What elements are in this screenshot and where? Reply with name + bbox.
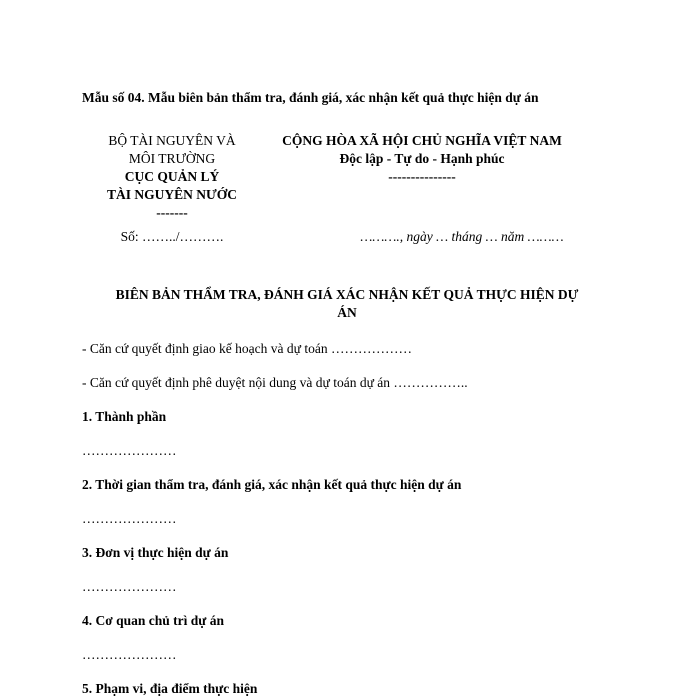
agency-line-3: CỤC QUẢN LÝ (124, 169, 220, 184)
agency-rule: ------- (156, 205, 188, 220)
section-4-heading: 4. Cơ quan chủ trì dự án (82, 613, 224, 628)
document-title (82, 286, 612, 322)
agency-line-2: MÔI TRƯỜNG (128, 151, 216, 166)
form-caption: Mẫu số 04. Mẫu biên bản thẩm tra, đánh giá, xác nhận kết quả thực hiện dự án (82, 90, 539, 105)
section-4-fill: ………………… (82, 647, 177, 662)
section-1-heading: 1. Thành phần (82, 409, 167, 424)
document-title-line-2: ÁN (337, 305, 357, 320)
document-date: ………., ngày … tháng … năm ……… (360, 229, 564, 244)
document-number: Số: ……../………. (120, 229, 224, 244)
basis-line-2: - Căn cứ quyết định phê duyệt nội dung và dự toán dự án …………….. (82, 375, 468, 390)
section-3-heading: 3. Đơn vị thực hiện dự án (82, 545, 229, 560)
section-2-fill: ………………… (82, 511, 177, 526)
section-2-heading: 2. Thời gian thẩm tra, đánh giá, xác nhận kết quả thực hiện dự án (82, 477, 462, 492)
document-title-line-1: BIÊN BẢN THẨM TRA, ĐÁNH GIÁ XÁC NHẬN KẾT QUẢ THỰC HIỆN DỰ (115, 287, 579, 302)
national-rule: --------------- (388, 169, 456, 184)
national-title: CỘNG HÒA XÃ HỘI CHỦ NGHĨA VIỆT NAM (282, 133, 562, 148)
agency-line-1: BỘ TÀI NGUYÊN VÀ (108, 133, 236, 148)
national-header (262, 132, 582, 186)
section-1-fill: ………………… (82, 443, 177, 458)
national-motto: Độc lập - Tự do - Hạnh phúc (339, 151, 505, 166)
section-3-fill: ………………… (82, 579, 177, 594)
basis-line-1: - Căn cứ quyết định giao kế hoạch và dự toán ……………… (82, 341, 412, 356)
agency-line-4: TÀI NGUYÊN NƯỚC (106, 187, 237, 202)
agency-header (82, 132, 262, 222)
section-5-heading: 5. Phạm vi, địa điểm thực hiện (82, 681, 258, 696)
